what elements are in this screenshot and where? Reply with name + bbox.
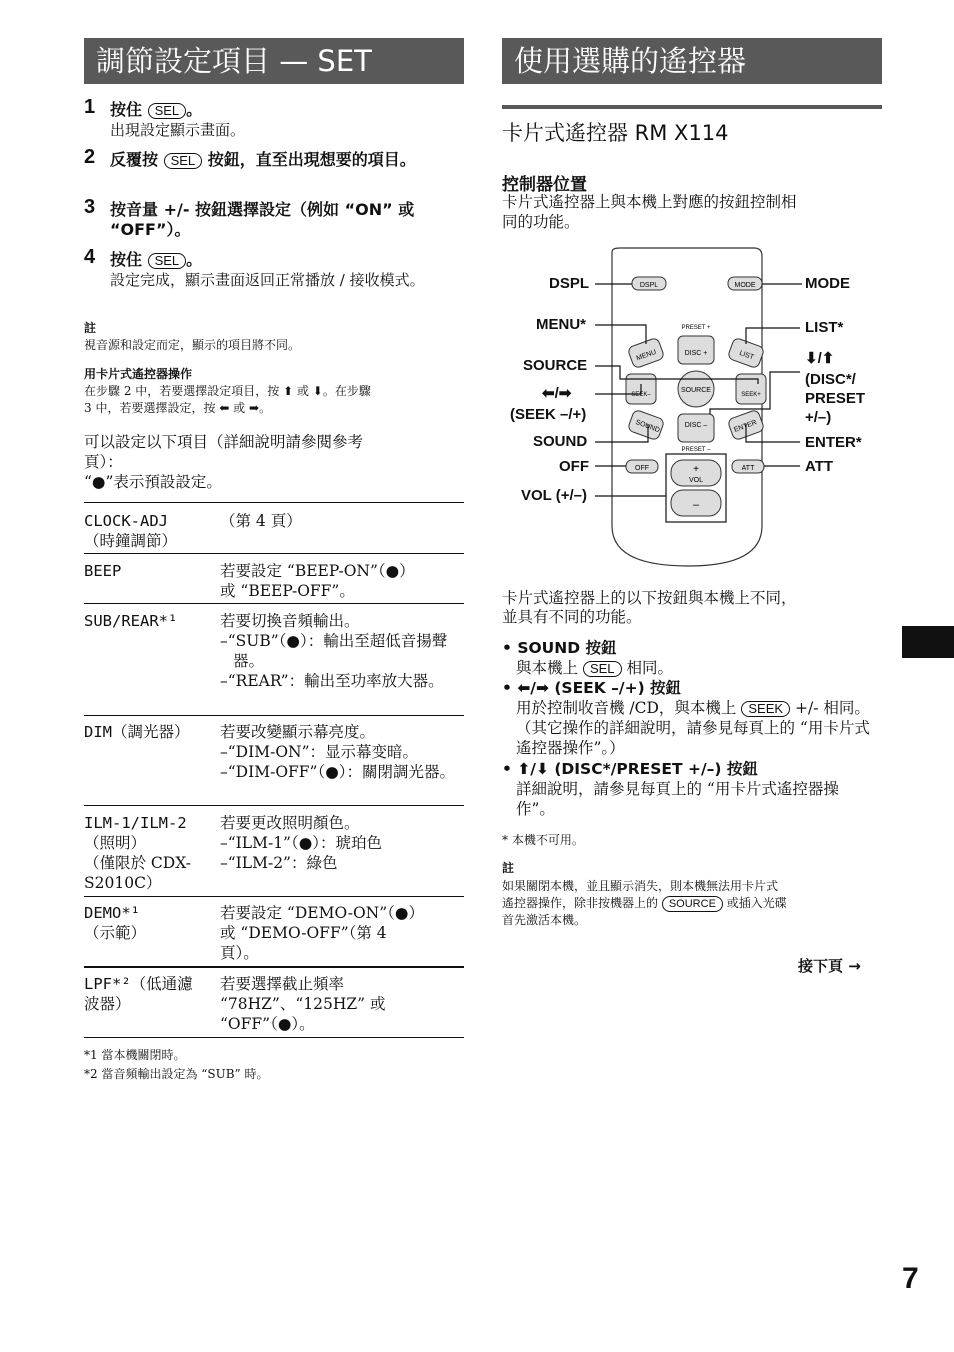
list-button-label: LIST	[738, 349, 755, 362]
footnote: *2 當音頻輸出設定為 “SUB” 時。	[84, 1067, 269, 1081]
label-disc-arrows: ⬇/⬆	[805, 350, 835, 367]
label-seek-arrows: ⬅/➡	[542, 385, 572, 402]
subheader-rule	[502, 105, 882, 109]
sel-key-icon: SEL	[164, 153, 203, 169]
sel-key-icon: SEL	[583, 661, 622, 677]
table-item-desc: 若要選擇截止頻率 “78HZ”、“125HZ” 或 “OFF”（●）。	[220, 975, 386, 1033]
bullet-disc: • ⬆/⬇ (DISC*/PRESET +/–) 按鈕 詳細說明，請參見每頁上的 “用卡片式遙控器操作”。	[502, 759, 876, 819]
table-rule	[84, 1037, 464, 1038]
table-item-desc: 若要切換音頻輸出。 –“SUB”（●）：輸出至超低音揚聲器。 –“REAR”：輸出至功率放大器。	[220, 612, 448, 690]
intro-text: 可以設定以下項目（詳細說明請參閱參考	[84, 433, 364, 451]
section-text: 卡片式遙控器上與本機上對應的按鈕控制相	[502, 193, 797, 211]
bullet-desc: 詳細說明，請參見每頁上的 “用卡片式遙控器操作”。	[516, 780, 839, 818]
sel-key-icon: SEL	[148, 253, 187, 269]
step-text: 反覆按	[110, 150, 159, 169]
step-text: 按鈕，直至出現想要的項目。	[207, 150, 416, 169]
table-item-name: ILM-1/ILM-2 （照明） （僅限於 CDX-S2010C）	[84, 814, 191, 892]
table-item-desc: 若要設定 “BEEP-ON”（●） 或 “BEEP-OFF”。	[220, 562, 415, 600]
vol-label: VOL	[688, 477, 704, 484]
subheader: 卡片式遙控器 RM X114	[502, 121, 729, 145]
footnote: *1 當本機關閉時。	[84, 1048, 186, 1062]
off-button-label: OFF	[635, 465, 649, 472]
label-source: SOURCE	[523, 357, 588, 374]
section-title: 控制器位置	[502, 175, 587, 195]
disc-plus-label: DISC +	[684, 350, 708, 357]
default-legend: “●”表示預設設定。	[84, 473, 222, 491]
table-rule	[84, 805, 464, 806]
card-remote-text: 3 中，若要選擇設定，按 ⬅ 或 ➡。	[84, 401, 272, 415]
step-text: 。	[186, 100, 203, 119]
step-text: 按住	[110, 250, 143, 269]
sound-button-label: SOUND	[634, 418, 661, 435]
step-desc: 出現設定顯示畫面。	[110, 121, 246, 139]
diff-text: 並具有不同的功能。	[502, 608, 642, 626]
table-item-desc: （第 4 頁）	[220, 512, 302, 530]
note-text: 視音源和設定而定，顯示的項目將不同。	[84, 338, 301, 352]
disc-minus-label: DISC –	[684, 422, 708, 429]
section-header-remote-text: 使用選購的遙控器	[514, 44, 747, 78]
step-4	[84, 246, 466, 290]
note-title: 註	[84, 321, 97, 335]
card-remote-title: 用卡片式遙控器操作	[84, 367, 193, 381]
card-remote-text: 在步驟 2 中，若要選擇設定項目，按 ⬆ 或 ⬇。在步驟	[84, 384, 371, 398]
bullet-seek: • ⬅/➡ (SEEK –/+) 按鈕 用於控制收音機 /CD，與本機上 SEEK +/- 相同。（其它操作的詳細說明，請參見每頁上的 “用卡片式遙控器操作”。）	[502, 679, 870, 757]
table-rule	[84, 715, 464, 716]
table-item-name: BEEP	[84, 562, 122, 580]
bullet-head: ⬆/⬇ (DISC*/PRESET +/–) 按鈕	[517, 760, 758, 778]
note-text: 如果關閉本機，並且顯示消失，則本機無法用卡片式	[502, 879, 779, 893]
label-preset: PRESET	[805, 390, 866, 407]
step-2	[84, 146, 466, 170]
step-number: 3	[84, 196, 96, 218]
seek-minus-label: SEEK–	[631, 392, 651, 398]
bullet-sound: • SOUND 按鈕 與本機上 SEL 相同。	[502, 639, 673, 677]
label-dspl: DSPL	[549, 275, 590, 292]
table-item-desc: 若要改變顯示幕亮度。 –“DIM-ON”：显示幕变暗。 –“DIM-OFF”（●）：關閉調光器。	[220, 723, 455, 781]
diff-text: 卡片式遙控器上的以下按鈕與本機上不同，	[502, 589, 797, 607]
step-text: 按音量 +/- 按鈕選擇設定（例如 “ON” 或 “OFF”）。	[110, 200, 415, 239]
label-plus-minus: +/–)	[805, 409, 832, 426]
step-number: 4	[84, 246, 96, 268]
table-rule	[84, 603, 464, 604]
vol-plus-sign: +	[693, 464, 699, 475]
step-text: 按住	[110, 100, 143, 119]
table-item-name: DEMO*¹ （示範）	[84, 904, 147, 942]
table-item-name: CLOCK-ADJ （時鐘調節）	[84, 512, 178, 550]
vol-minus-sign: –	[692, 499, 700, 511]
chapter-tab-marker	[902, 626, 954, 658]
bullet-head: SOUND 按鈕	[517, 639, 617, 657]
table-item-name: DIM（調光器）	[84, 723, 190, 741]
mode-button-label: MODE	[734, 282, 756, 289]
step-1	[84, 96, 466, 140]
step-number: 1	[84, 96, 96, 118]
label-mode: MODE	[805, 275, 850, 292]
section-header-remote	[502, 38, 882, 84]
bullet-head: ⬅/➡ (SEEK –/+) 按鈕	[517, 679, 682, 697]
preset-minus-label: PRESET –	[681, 447, 711, 453]
source-button-label: SOURCE	[681, 387, 711, 394]
asterisk-note: * 本機不可用。	[502, 833, 584, 847]
intro-text: 頁）：	[84, 453, 123, 471]
table-item-name: LPF*²（低通濾 波器）	[84, 975, 193, 1013]
label-att: ATT	[805, 458, 834, 475]
label-seek: (SEEK –/+)	[510, 406, 587, 423]
table-item-desc: 若要更改照明顏色。 –“ILM-1”（●）：琥珀色 –“ILM-2”：綠色	[220, 814, 383, 872]
table-rule	[84, 896, 464, 897]
seek-plus-label: SEEK+	[741, 392, 761, 398]
note-title: 註	[502, 861, 515, 875]
remote-body	[612, 248, 762, 566]
label-vol: VOL (+/–)	[521, 487, 587, 504]
label-off: OFF	[559, 458, 589, 475]
table-rule	[84, 502, 464, 503]
label-enter: ENTER*	[805, 434, 862, 451]
label-sound: SOUND	[533, 433, 588, 450]
seek-key-icon: SEEK	[741, 701, 790, 717]
label-disc: (DISC*/	[805, 371, 856, 388]
step-text: 。	[186, 250, 203, 269]
step-number: 2	[84, 146, 96, 168]
label-list: LIST*	[805, 319, 844, 336]
source-key-icon: SOURCE	[662, 896, 723, 912]
sel-key-icon: SEL	[148, 103, 187, 119]
enter-button-label: ENTER	[733, 419, 758, 434]
section-header-set-text: 調節設定項目 — SET	[96, 44, 372, 78]
section-text: 同的功能。	[502, 213, 580, 231]
step-desc: 設定完成，顯示畫面返回正常播放 / 接收模式。	[110, 271, 425, 289]
step-3	[84, 196, 466, 240]
preset-plus-label: PRESET +	[681, 325, 711, 331]
label-menu: MENU*	[536, 316, 587, 333]
table-item-name: SUB/REAR*¹	[84, 612, 178, 630]
table-rule	[84, 553, 464, 554]
menu-button-label: MENU	[635, 348, 658, 363]
note-text: 遙控器操作，除非按機器上的 SOURCE 或插入光碟	[502, 896, 787, 910]
continue-next-page: 接下頁 →	[798, 957, 861, 975]
table-item-desc: 若要設定 “DEMO-ON”（●） 或 “DEMO-OFF”（第 4 頁）。	[220, 904, 424, 962]
dspl-button-label: DSPL	[639, 282, 659, 289]
note-text: 首先激活本機。	[502, 913, 587, 927]
att-button-label: ATT	[741, 465, 755, 472]
table-rule	[84, 966, 464, 968]
page-number: 7	[902, 1262, 919, 1295]
section-header-set	[84, 38, 464, 84]
